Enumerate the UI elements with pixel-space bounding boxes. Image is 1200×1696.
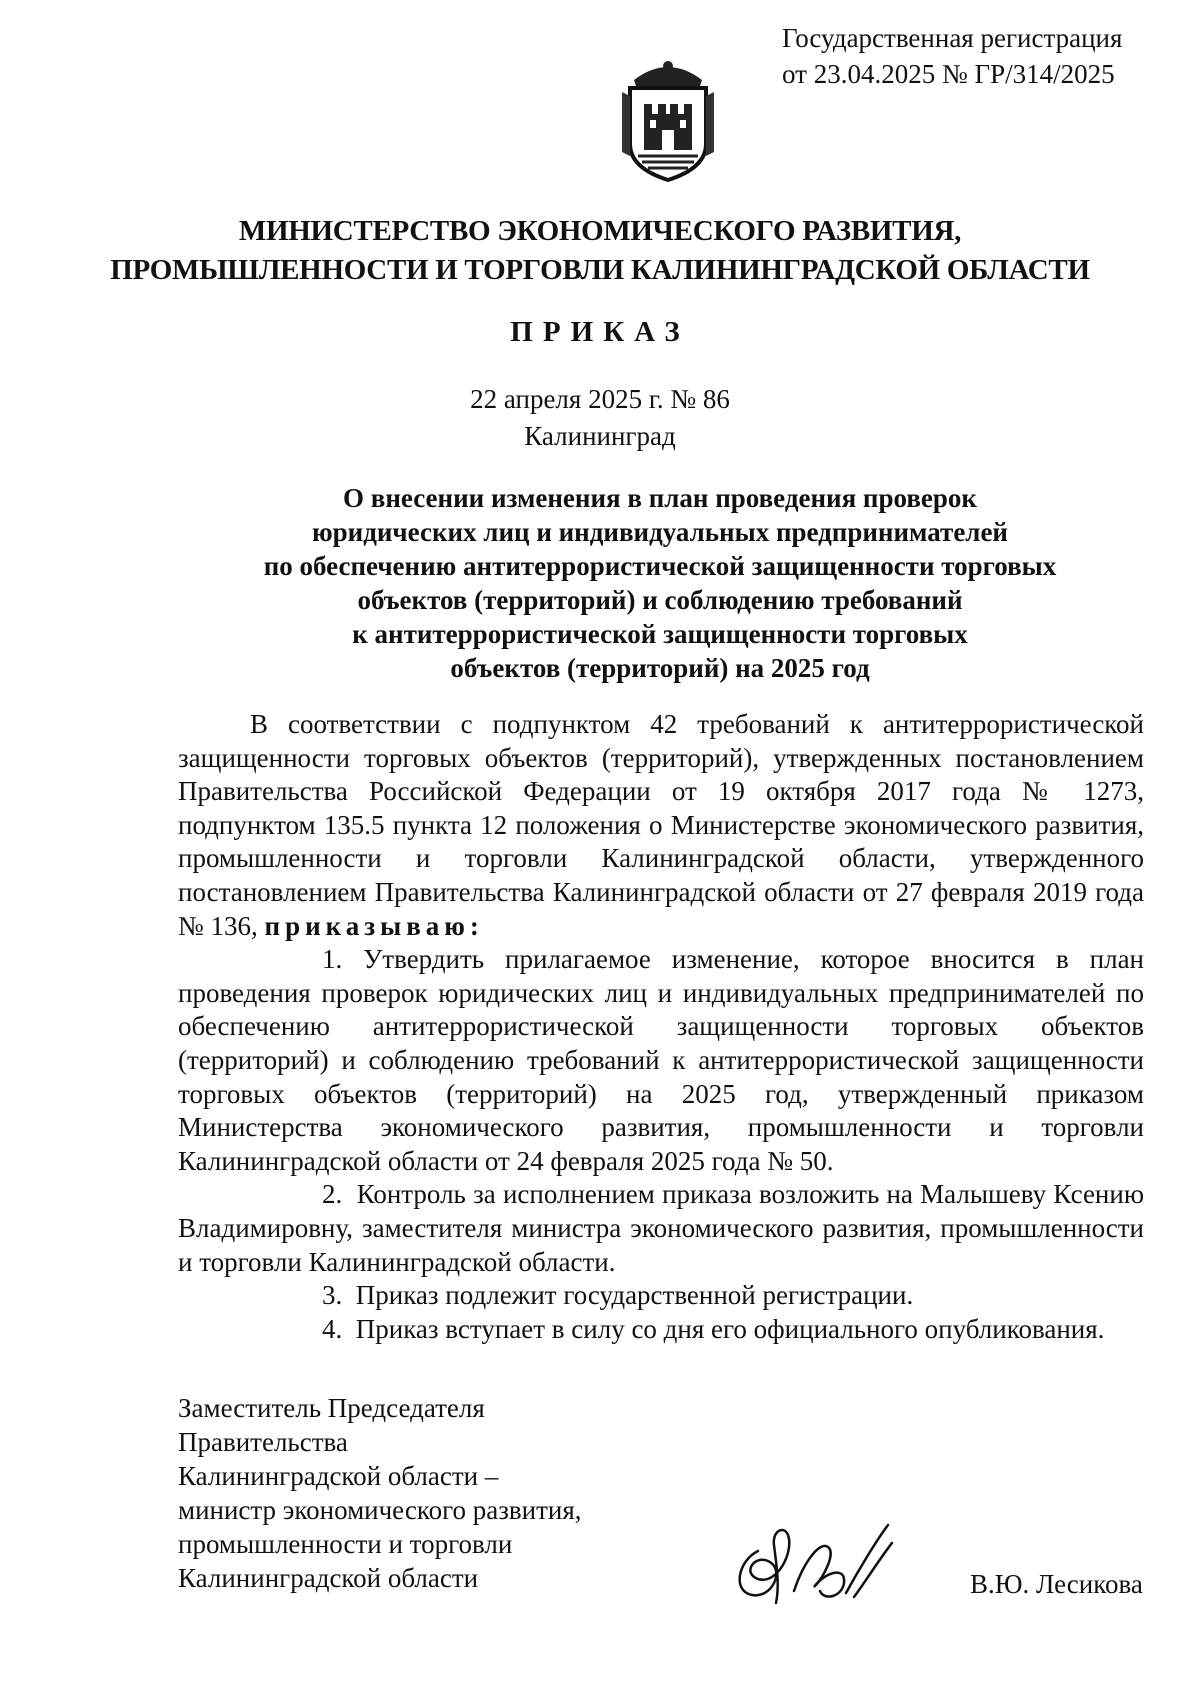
order-body: [178, 708, 1144, 1346]
ministry-name: [0, 212, 1200, 290]
order-city: Калининград: [524, 421, 676, 451]
preamble-paragraph: [178, 708, 1144, 943]
order-meta: [0, 381, 1200, 455]
signer-title-line: Правительства: [178, 1427, 348, 1457]
order-item-1: [178, 943, 1144, 1178]
signer-title: [178, 1391, 581, 1595]
subject-line: по обеспечению антитеррористической защищенности торговых: [263, 551, 1057, 581]
order-date-number: 22 апреля 2025 г. № 86: [470, 384, 730, 414]
subject-line: объектов (территорий) на 2025 год: [450, 653, 870, 683]
signer-title-line: Калининградской области –: [178, 1461, 499, 1491]
subject-line: к антитеррористической защищенности торговых: [352, 619, 968, 649]
item-number: 4.: [322, 1313, 343, 1344]
item-text: Контроль за исполнением приказа возложить на Малышеву Ксению Владимировну, заместителя министра экономического развития, промышленности и торговли Калининградской области.: [178, 1179, 1144, 1277]
subject-line: О внесении изменения в план проведения проверок: [343, 483, 977, 513]
ministry-line-1: МИНИСТЕРСТВО ЭКОНОМИЧЕСКОГО РАЗВИТИЯ,: [238, 215, 962, 247]
order-action-word: приказываю:: [264, 910, 484, 941]
signer-title-line: промышленности и торговли: [178, 1529, 513, 1559]
order-item-3: [178, 1279, 1144, 1313]
registration-stamp: [782, 20, 1122, 92]
signer-title-line: министр экономического развития,: [178, 1495, 582, 1525]
handwritten-signature: [728, 1521, 906, 1607]
signer-name: В.Ю. Лесикова: [970, 1569, 1143, 1599]
item-text: Утвердить прилагаемое изменение, которое вносится в план проведения проверок юридических лиц и индивидуальных предпринимателей по обеспечению антитеррористической защищенности торговых объектов (территорий) и соблюдению требований к антитеррористической защищенности торговых объектов (территорий) на 2025 год, утвержденный приказом Министерства экономического развития, промышленности и торговли Калининградской области от 24 февраля 2025 года № 50.: [178, 944, 1144, 1176]
order-subject: [200, 481, 1120, 685]
subject-line: объектов (территорий) и соблюдению требований: [357, 585, 963, 615]
signer-title-line: Заместитель Председателя: [178, 1393, 485, 1423]
order-item-4: [178, 1313, 1144, 1347]
order-item-2: [178, 1178, 1144, 1279]
signer-title-line: Калининградской области: [178, 1563, 479, 1593]
registration-line-2: от 23.04.2025 № ГР/314/2025: [782, 59, 1115, 89]
item-number: 1.: [322, 944, 343, 975]
ministry-line-2: ПРОМЫШЛЕННОСТИ И ТОРГОВЛИ КАЛИНИНГРАДСКОЙ ОБЛАСТИ: [110, 254, 1090, 286]
order-title: ПРИКАЗ: [510, 316, 690, 348]
preamble-text: В соответствии с подпунктом 42 требований к антитеррористической защищенности торговых объектов (территорий), утвержденных постановлением Правительства Российской Федерации от 19 октября 2017 года № 1273, подпунктом 135.5 пункта 12 положения о Министерстве экономического развития, промышленности и торговли Калининградской области, утвержденного постановлением Правительства Калининградской области от 27 февраля 2019 года № 136,: [178, 709, 1144, 941]
registration-line-1: Государственная регистрация: [782, 23, 1123, 53]
item-number: 2.: [322, 1179, 343, 1210]
coat-of-arms-icon: [612, 56, 724, 182]
subject-line: юридических лиц и индивидуальных предпринимателей: [312, 517, 1008, 547]
item-text: Приказ вступает в силу со дня его официального опубликования.: [355, 1313, 1105, 1344]
item-number: 3.: [322, 1280, 343, 1311]
item-text: Приказ подлежит государственной регистрации.: [355, 1280, 914, 1311]
